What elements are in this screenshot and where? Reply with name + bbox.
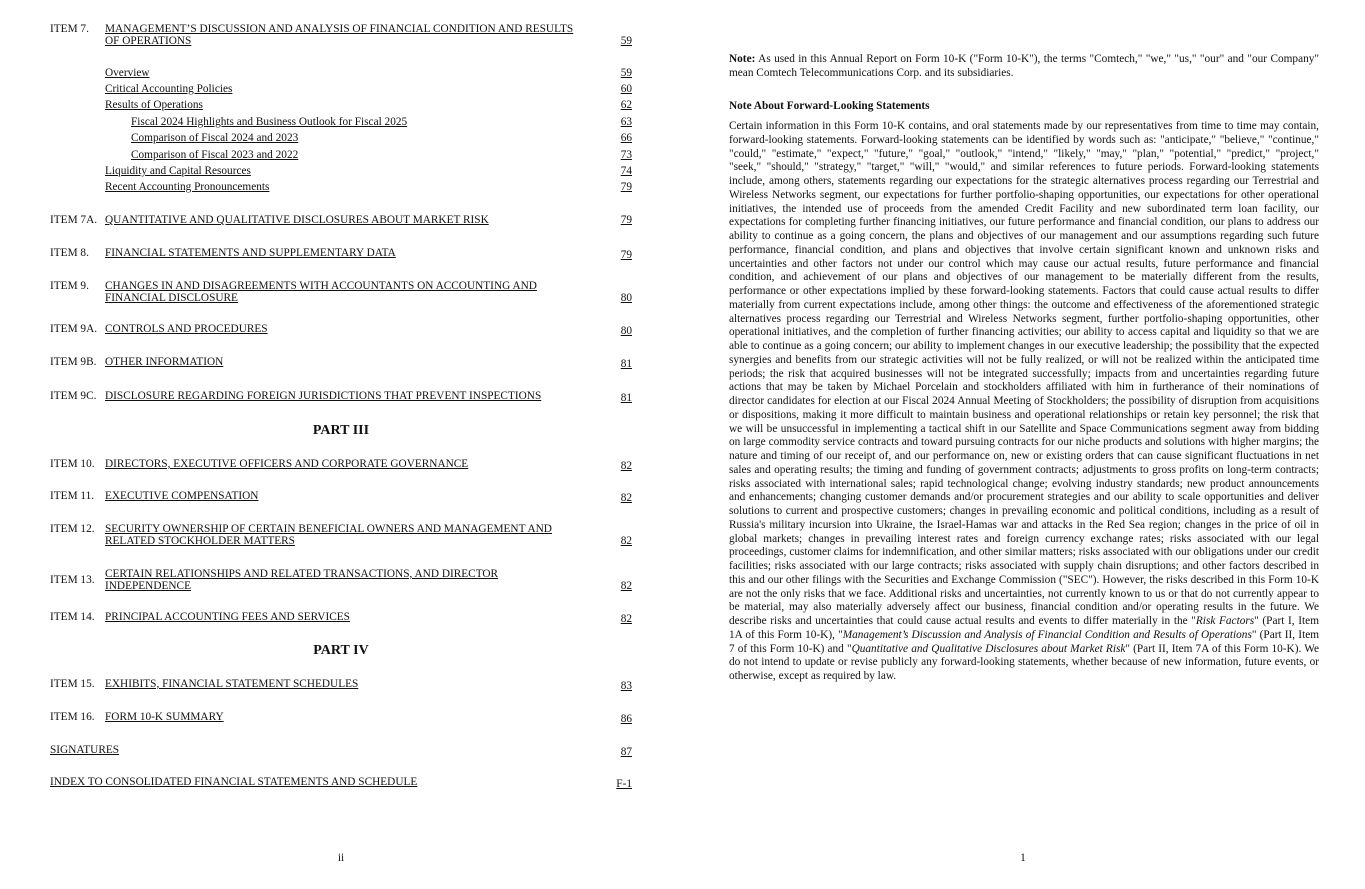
toc-link-index[interactable]: INDEX TO CONSOLIDATED FINANCIAL STATEMENTS AND SCHEDULE: [50, 776, 418, 788]
item-number: ITEM 7A.: [50, 214, 98, 226]
item-number: ITEM 15.: [50, 678, 95, 690]
intro-page: [682, 0, 1365, 889]
item-number: ITEM 9.: [50, 280, 89, 292]
note-label: Note:: [729, 53, 756, 65]
toc-item-9b: [50, 356, 632, 368]
toc-item-16: [50, 711, 632, 723]
toc-item-7a: [50, 214, 632, 226]
toc-index: [50, 776, 632, 788]
item-number: ITEM 13.: [50, 574, 95, 586]
toc-page-link[interactable]: 82: [620, 535, 632, 547]
toc-link-item-9b[interactable]: OTHER INFORMATION: [105, 356, 224, 368]
toc-page-link[interactable]: 63: [620, 116, 632, 128]
toc-page-link[interactable]: 74: [620, 165, 632, 177]
toc-link-results-operations[interactable]: Results of Operations: [105, 99, 203, 111]
item-number: ITEM 9A.: [50, 323, 98, 335]
toc-page-link[interactable]: 81: [620, 392, 632, 404]
toc-page-link[interactable]: 81: [620, 358, 632, 370]
note-text: As used in this Annual Report on Form 10-K ("Form 10-K"), the terms "Comtech," "we," "us," "our" and "our Company" mean Comtech Telecommunications Corp. and its subsidiaries.: [729, 53, 1319, 79]
toc-link-item-13[interactable]: CERTAIN RELATIONSHIPS AND RELATED TRANSACTIONS, AND DIRECTOR INDEPENDENCE: [105, 568, 499, 592]
toc-link-comparison-2023-2022[interactable]: Comparison of Fiscal 2023 and 2022: [131, 149, 299, 161]
fls-italic-mdna: Management’s Discussion and Analysis of Financial Condition and Results of Operations: [842, 628, 1252, 641]
note-paragraph: [729, 53, 1319, 81]
toc-item-11: [50, 490, 632, 502]
forward-looking-heading: Note About Forward-Looking Statements: [729, 100, 930, 112]
item-number: ITEM 12.: [50, 523, 95, 535]
toc-item-9c: [50, 390, 632, 402]
toc-page-link[interactable]: F-1: [616, 778, 632, 790]
fls-text: " (Part II, Item 7 of this Form 10-K) and ": [729, 628, 1320, 655]
fls-italic-market-risk: Quantitative and Qualitative Disclosures about Market Risk: [851, 642, 1126, 655]
toc-page-link[interactable]: 87: [620, 746, 632, 758]
page-number: 1: [1020, 852, 1026, 864]
toc-page-link[interactable]: 82: [620, 492, 632, 504]
fls-text: " (Part II, Item 7A of this Form 10-K). We do not intend to update or revise publicly any forward-looking statements, whether because of new information, future events, or otherwise, except as required by law.: [729, 642, 1320, 682]
item-number: ITEM 8.: [50, 247, 89, 259]
toc-page-link[interactable]: 83: [620, 680, 632, 692]
item-number: ITEM 11.: [50, 490, 95, 502]
toc-page-link[interactable]: 59: [620, 67, 632, 79]
toc-page-link[interactable]: 79: [620, 214, 632, 226]
toc-link-item-12[interactable]: SECURITY OWNERSHIP OF CERTAIN BENEFICIAL OWNERS AND MANAGEMENT AND RELATED STOCKHOLDER MATTERS: [105, 523, 552, 547]
toc-link-item-7[interactable]: MANAGEMENT’S DISCUSSION AND ANALYSIS OF FINANCIAL CONDITION AND RESULTS OF OPERATIONS: [105, 23, 574, 47]
toc-page-link[interactable]: 60: [620, 83, 632, 95]
toc-link-item-8[interactable]: FINANCIAL STATEMENTS AND SUPPLEMENTARY DATA: [105, 247, 396, 259]
toc-item-13: [50, 568, 632, 592]
toc-page-link[interactable]: 62: [620, 99, 632, 111]
toc-item-7: [50, 23, 632, 47]
toc-link-recent-pronouncements[interactable]: Recent Accounting Pronouncements: [105, 181, 270, 193]
toc-item-10: [50, 458, 632, 470]
toc-page-link[interactable]: 86: [620, 713, 632, 725]
toc-link-item-16[interactable]: FORM 10-K SUMMARY: [105, 711, 224, 723]
toc-signatures: [50, 744, 632, 756]
toc-item-9a: [50, 323, 632, 335]
toc-page-link[interactable]: 82: [620, 580, 632, 592]
toc-link-item-9c[interactable]: DISCLOSURE REGARDING FOREIGN JURISDICTIONS THAT PREVENT INSPECTIONS: [105, 390, 542, 402]
toc-link-item-9[interactable]: CHANGES IN AND DISAGREEMENTS WITH ACCOUNTANTS ON ACCOUNTING AND FINANCIAL DISCLOSURE: [105, 280, 537, 304]
toc-page-link[interactable]: 82: [620, 613, 632, 625]
item-number: ITEM 7.: [50, 23, 89, 35]
toc-link-item-15[interactable]: EXHIBITS, FINANCIAL STATEMENT SCHEDULES: [105, 678, 359, 690]
toc-item-15: [50, 678, 632, 690]
toc-item-9: [50, 280, 632, 304]
item-number: ITEM 9B.: [50, 356, 97, 368]
toc-link-overview[interactable]: Overview: [105, 67, 150, 79]
forward-looking-body: [729, 120, 1319, 684]
toc-link-liquidity[interactable]: Liquidity and Capital Resources: [105, 165, 251, 177]
toc-link-comparison-2024-2023[interactable]: Comparison of Fiscal 2024 and 2023: [131, 132, 299, 144]
toc-page-link[interactable]: 79: [620, 181, 632, 193]
toc-page-link[interactable]: 79: [620, 249, 632, 261]
toc-link-critical-accounting[interactable]: Critical Accounting Policies: [105, 83, 233, 95]
fls-italic-risk-factors: Risk Factors: [1195, 615, 1255, 627]
item-number: ITEM 9C.: [50, 390, 97, 402]
toc-link-item-7a[interactable]: QUANTITATIVE AND QUALITATIVE DISCLOSURES ABOUT MARKET RISK: [105, 214, 489, 226]
item-number: ITEM 16.: [50, 711, 95, 723]
toc-link-fiscal-2024-highlights[interactable]: Fiscal 2024 Highlights and Business Outlook for Fiscal 2025: [131, 116, 408, 128]
toc-item-14: [50, 611, 632, 623]
fls-text: " (Part I, Item 1A of this Form 10-K), ": [729, 615, 1319, 641]
fls-text: Certain information in this Form 10-K contains, and oral statements made by our representatives from time to time may contain, forward-looking statements. Forward-looking statements can be identified by words such as: "anticipate," "believe," "continue," "could," "estimate," "expect," "future," "goal," "outlook," "intend," "likely," "may," "plan," "potential," "predict," "project," "seek," "should," "strategy," "target," "will," "would," and similar references to future periods. Forward-looking statements include, among others, statements regarding our expectations for the strategic alternatives process regarding our Terrestrial and Wireless Networks segment, our expectations for further portfolio-shaping opportunities, our expectations for other operational initiatives, the intended use of proceeds from the amended Credit Facility and new subordinated term loan facility, our expectations for completing further financing initiatives, our future performance and financial condition, our plans to address our ability to continue as a going concern, the plans and objectives of our management and our assumptions regarding such future performance, financial condition, and plans and objectives that involve certain significant known and unknown risks and uncertainties and other factors not under our control which may cause our actual results, future performance and financial condition, and achievement of our plans and objectives of our management to be materially different from the results, performance or other expectations implied by these forward-looking statements. Factors that could cause actual results to differ materially from current expectations include, among other things: the outcome and effectiveness of the aforementioned strategic alternatives process regarding our Terrestrial and Wireless Networks segment, further portfolio-shaping opportunities, other operational initiatives, and the completion of further financing activities; our ability to access capital and liquidity so that we are able to continue as a going concern; our ability to implement changes in our executive leadership; the possibility that the expected synergies and benefits from our strategic activities will not be fully realized, or will not be realized within the anticipated time periods; the risk that acquired businesses will not be integrated successfully; impacts from and uncertainties regarding future actions that may be taken by Michael Porcelain and stockholders affiliated with him in furtherance of their nominations of director candidates for election at our Fiscal 2024 Annual Meeting of Stockholders; the possibility of disruption from acquisitions or dispositions, making it more difficult to maintain business and operational relationships or retain key personnel; the risk that we will be unsuccessful in implementing a tactical shift in our Satellite and Space Communications segment away from bidding on large commodity service contracts and toward pursuing contracts for our niche products and solutions with higher margins; the nature and timing of our receipt of, and our performance on, new or existing orders that can cause significant fluctuations in net sales and operating results; the timing and funding of government contracts; adjustments to gross profits on long-term contracts; risks associated with international sales; rapid technological change; evolving industry standards; new product announcements and enhancements; changing customer demands and/or procurement strategies and our ability to scale opportunities and deliver solutions to current and prospective customers; changes in prevailing economic and political conditions, including as a result of Russia's military incursion into Ukraine, the Israel-Hamas war and attacks in the Red Sea region; changes in the price of oil in global markets; changes in prevailing interest rates and foreign currency exchange rates; risks associated with our legal proceedings, customer claims for indemnification, and other similar matters; risks associated with our obligations under our credit facilities; risks associated with our large contracts; risks associated with supply chain disruptions; and other factors described in this and our other filings with the Securities and Exchange Commission ("SEC"). However, the risks described in this Form 10-K are not the only risks that we face. Additional risks and uncertainties, not currently known to us or that do not currently appear to be material, may also materially adversely affect our business, financial condition and/or operating results in the future. We describe risks and uncertainties that could cause actual results and events to differ materially in the ": [729, 120, 1319, 627]
toc-link-item-14[interactable]: PRINCIPAL ACCOUNTING FEES AND SERVICES: [105, 611, 350, 623]
toc-page-link[interactable]: 66: [620, 132, 632, 144]
toc-link-item-9a[interactable]: CONTROLS AND PROCEDURES: [105, 323, 268, 335]
item-number: ITEM 14.: [50, 611, 95, 623]
toc-link-signatures[interactable]: SIGNATURES: [50, 744, 120, 756]
item-number: ITEM 10.: [50, 458, 95, 470]
part-iii-heading: PART III: [312, 423, 370, 438]
toc-item-8: [50, 247, 632, 259]
toc-link-item-10[interactable]: DIRECTORS, EXECUTIVE OFFICERS AND CORPORATE GOVERNANCE: [105, 458, 469, 470]
toc-link-item-11[interactable]: EXECUTIVE COMPENSATION: [105, 490, 259, 502]
toc-page-link[interactable]: 59: [620, 35, 632, 47]
toc-page-link[interactable]: 73: [620, 149, 632, 161]
page-number: ii: [337, 852, 345, 864]
toc-page-link[interactable]: 82: [620, 460, 632, 472]
toc-item-12: [50, 523, 632, 547]
part-iv-heading: PART IV: [313, 643, 369, 658]
toc-page: [0, 0, 682, 889]
toc-page-link[interactable]: 80: [620, 325, 632, 337]
toc-page-link[interactable]: 80: [620, 292, 632, 304]
